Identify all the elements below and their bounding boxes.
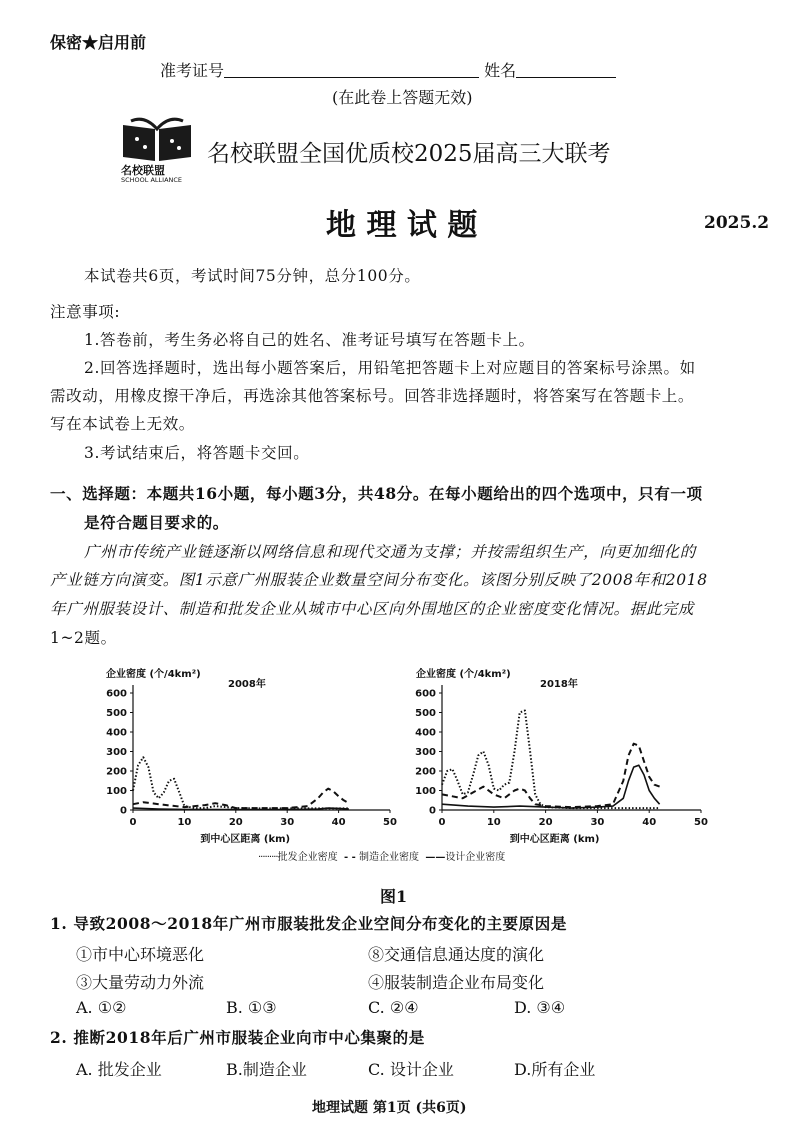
- chart-legend: [258, 848, 505, 863]
- y-tick-label: 0: [120, 805, 127, 817]
- y-tick-label: 600: [415, 688, 436, 700]
- notice-title: 注意事项:: [50, 303, 121, 321]
- q1-statement: ①市中心环境恶化: [76, 945, 205, 964]
- passage-line: 年广州服装设计、制造和批发企业从城市中心区向外围地区的企业密度变化情况。据此完成: [50, 600, 695, 618]
- logo-english: SCHOOL ALLIANCE: [121, 176, 183, 184]
- subject-title: 地 理 试 题: [326, 208, 478, 243]
- x-axis-label: 到中心区距离 (km): [200, 834, 291, 845]
- exam-number-blank: [224, 63, 479, 78]
- passage-line: 广州市传统产业链逐渐以网络信息和现代交通为支撑；并按需组织生产，向更加细化的: [84, 543, 696, 561]
- y-axis-label: 企业密度 (个/4km²): [106, 669, 201, 680]
- y-tick-label: 400: [415, 727, 436, 739]
- q1-option-b: B. ①③: [226, 998, 277, 1017]
- q1-statement: ③大量劳动力外流: [76, 973, 205, 992]
- q1-option-a: A. ①②: [76, 998, 127, 1017]
- exam-title: 名校联盟全国优质校2025届高三大联考: [207, 141, 611, 167]
- invalid-note: (在此卷上答题无效): [332, 88, 473, 107]
- x-tick-label: 40: [331, 817, 346, 828]
- legend-manufacture: - - 制造企业密度: [343, 852, 419, 863]
- figure-1-charts: [0, 655, 794, 870]
- q2-option-c: C. 设计企业: [368, 1060, 454, 1079]
- x-tick-label: 20: [228, 817, 243, 828]
- series-line-dotted: [133, 757, 349, 808]
- q1-option-c: C. ②④: [368, 998, 419, 1017]
- q1-option-d: D. ③④: [514, 998, 566, 1017]
- y-tick-label: 500: [415, 708, 436, 719]
- exam-number-row: [160, 61, 616, 81]
- q1-statement: ⑧交通信息通达度的演化: [368, 945, 545, 964]
- x-tick-label: 20: [538, 817, 553, 828]
- q1-statement: ④服装制造企业布局变化: [368, 973, 545, 992]
- chart-title: 2018年: [540, 679, 578, 690]
- notice-item: 写在本试卷上无效。: [50, 415, 195, 433]
- q2-option-b: B.制造企业: [226, 1060, 307, 1079]
- question-1-stem: 1. 导致2008～2018年广州市服装批发企业空间分布变化的主要原因是: [50, 914, 567, 933]
- notice-item: 2.回答选择题时，选出每小题答案后，用铅笔把答题卡上对应题目的答案标号涂黑。如: [84, 359, 696, 377]
- y-tick-label: 300: [415, 747, 436, 758]
- notice-item: 1.答卷前，考生务必将自己的姓名、准考证号填写在答题卡上。: [84, 331, 535, 349]
- x-tick-label: 0: [129, 817, 137, 828]
- exam-date: 2025.2: [704, 213, 770, 233]
- x-tick-label: 0: [438, 817, 446, 828]
- q2-option-d: D.所有企业: [514, 1060, 596, 1079]
- secret-mark: 保密★启用前: [50, 33, 147, 52]
- q2-option-a: A. 批发企业: [76, 1060, 162, 1079]
- x-axis-label: 到中心区距离 (km): [509, 834, 600, 845]
- y-axis-label: 企业密度 (个/4km²): [416, 669, 511, 680]
- passage-line: 产业链方向演变。图1示意广州服装企业数量空间分布变化。该图分别反映了2008年和2018: [50, 571, 708, 589]
- notice-item: 需改动，用橡皮擦干净后，再选涂其他答案标号。回答非选择题时，将答案写在答题卡上。: [50, 387, 695, 405]
- y-tick-label: 300: [106, 747, 127, 758]
- x-tick-label: 30: [590, 817, 605, 828]
- logo-name: 名校联盟: [121, 164, 165, 177]
- x-tick-label: 50: [694, 817, 708, 828]
- series-line-solid: [133, 808, 349, 810]
- y-tick-label: 0: [429, 805, 436, 817]
- question-2-stem: 2. 推断2018年后广州市服装企业向市中心集聚的是: [50, 1028, 425, 1047]
- series-line-dashed: [442, 744, 660, 807]
- series-line-dashed: [133, 789, 349, 809]
- name-blank: [516, 63, 616, 78]
- x-tick-label: 10: [177, 817, 192, 828]
- y-tick-label: 100: [415, 786, 436, 797]
- y-tick-label: 600: [106, 688, 127, 700]
- notice-item: 3.考试结束后，将答题卡交回。: [84, 444, 310, 462]
- name-label: 姓名: [484, 61, 517, 80]
- x-tick-label: 30: [280, 817, 295, 828]
- x-tick-label: 40: [642, 817, 657, 828]
- figure-caption: 图1: [380, 887, 408, 906]
- y-tick-label: 500: [106, 708, 127, 719]
- y-tick-label: 200: [106, 766, 127, 778]
- section-heading: 一、选择题：本题共16小题，每小题3分，共48分。在每小题给出的四个选项中，只有一项: [50, 484, 703, 503]
- section-heading-cont: 是符合题目要求的。: [84, 513, 229, 532]
- intro-text: 本试卷共6页，考试时间75分钟，总分100分。: [84, 267, 421, 285]
- exam-number-label: 准考证号: [160, 61, 225, 80]
- y-tick-label: 400: [106, 727, 127, 739]
- passage-line: 1~2题。: [50, 629, 117, 647]
- page-footer: 地理试题 第1页 (共6页): [312, 1100, 467, 1116]
- x-tick-label: 10: [486, 817, 501, 828]
- chart-title: 2008年: [228, 679, 266, 690]
- y-tick-label: 200: [415, 766, 436, 778]
- legend-wholesale: ·········批发企业密度: [258, 852, 338, 863]
- x-tick-label: 50: [383, 817, 397, 828]
- y-tick-label: 100: [106, 786, 127, 797]
- legend-design: ——设计企业密度: [425, 852, 506, 863]
